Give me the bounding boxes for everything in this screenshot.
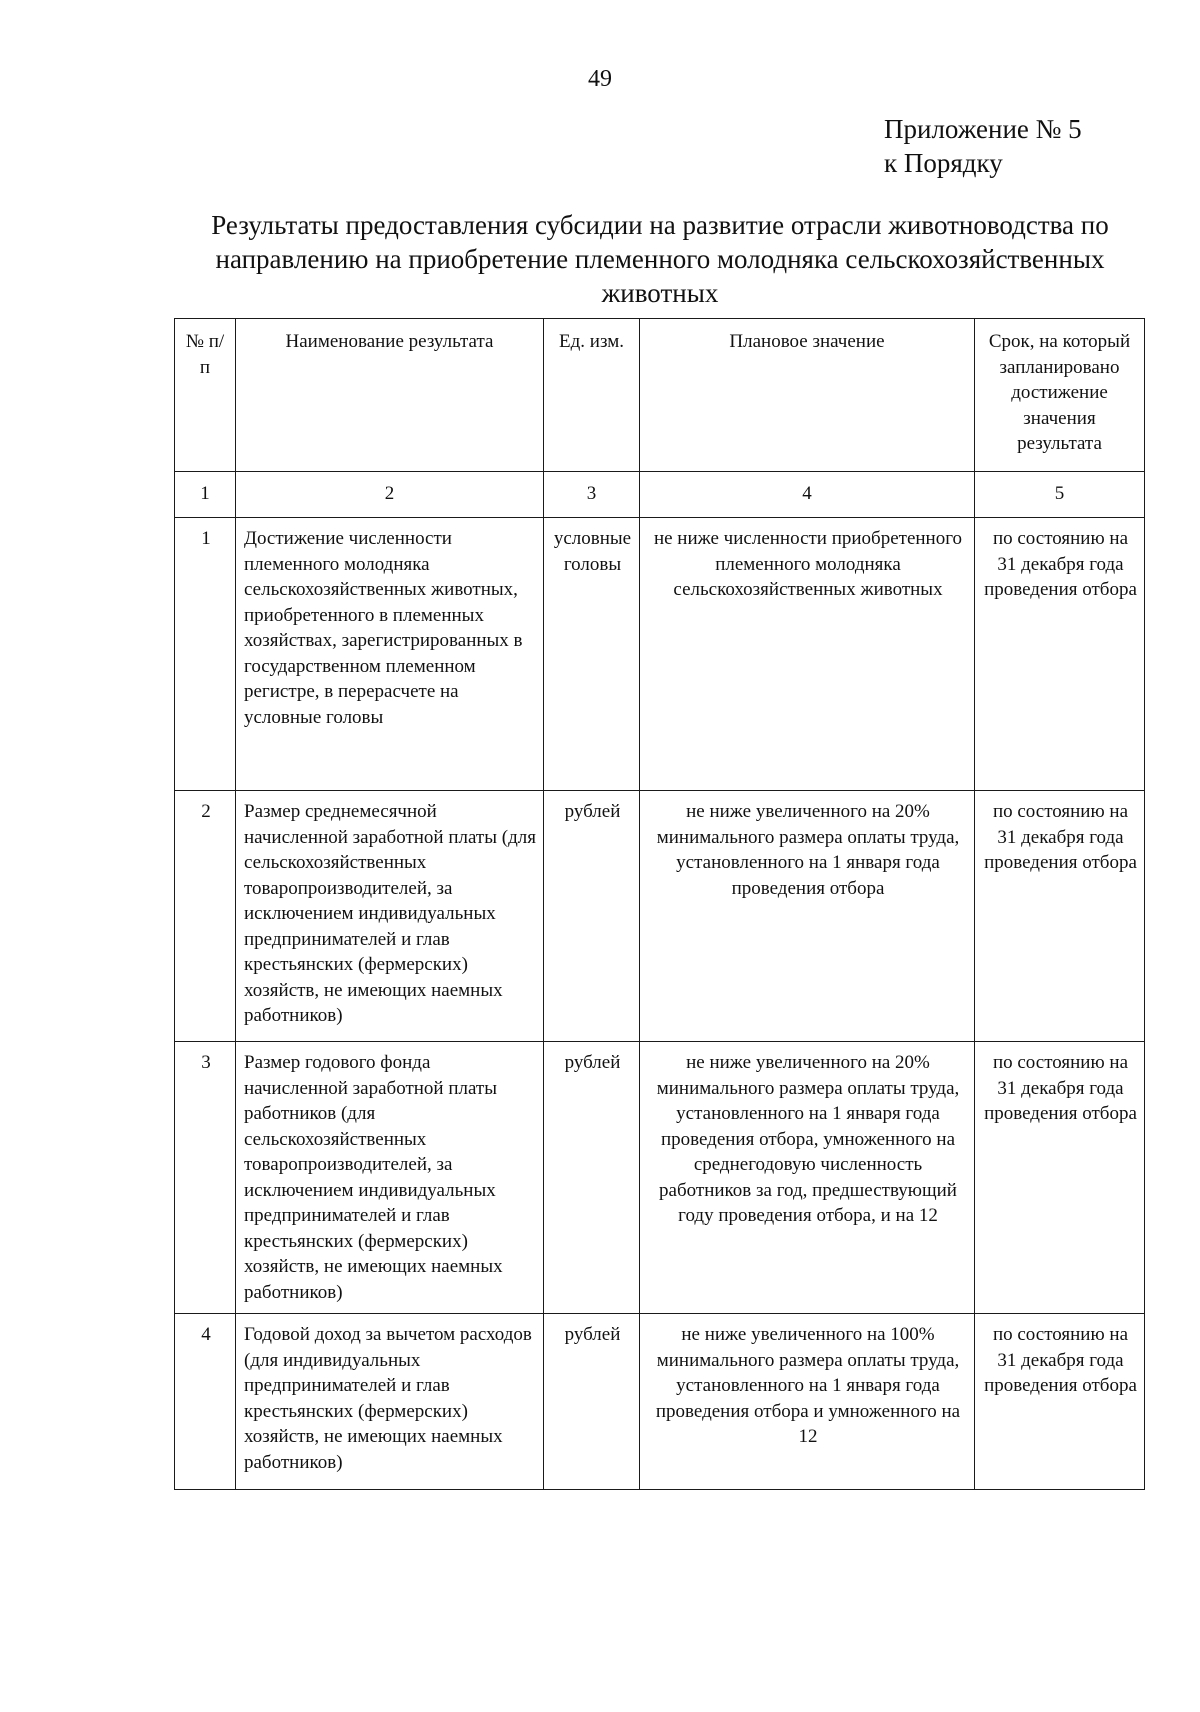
header-cell-name [236,319,544,472]
header-num-text: № п/п [185,331,225,378]
row-deadline-cell [975,1314,1145,1490]
column-number-cell [640,472,975,518]
row-num: 2 [201,801,211,822]
row-num-cell [175,1042,236,1314]
row-num-cell [175,518,236,791]
row-num-cell [175,791,236,1042]
row-unit-cell [544,791,640,1042]
row-name: Размер среднемесячной начисленной заработной платы (для сельскохозяйственных товаропроизводителей, за исключением индивидуальных предпринимателей и глав крестьянских (фермерских) хозяйств, не имеющих наемных работников) [244,801,536,1026]
row-name-cell [236,518,544,791]
row-name-cell [236,1042,544,1314]
column-number: 3 [586,483,597,504]
appendix-line-1: Приложение № 5 [884,114,1082,144]
column-number-row [175,472,1145,518]
header-unit-text: Ед. изм. [559,331,624,352]
row-unit-cell [544,518,640,791]
document-title: Результаты предоставления субсидии на развитие отрасли животноводства по направлению на приобретение племенного молодняка сельскохозяйственных животных [211,210,1109,308]
row-num: 1 [201,528,211,549]
page-number: 49 [588,66,612,92]
row-name-cell [236,791,544,1042]
row-name-cell [236,1314,544,1490]
row-deadline-cell [975,791,1145,1042]
header-name-text: Наименование результата [285,331,494,352]
row-deadline-cell [975,1042,1145,1314]
row-unit: условные головы [553,528,632,575]
row-deadline: по состоянию на 31 декабря года проведения отбора [984,801,1137,873]
column-number: 4 [802,483,812,504]
header-cell-plan [640,319,975,472]
results-table [174,318,1145,1490]
row-deadline: по состоянию на 31 декабря года проведения отбора [984,1052,1137,1124]
row-name: Годовой доход за вычетом расходов (для индивидуальных предпринимателей и глав крестьянских (фермерских) хозяйств, не имеющих наемных работников) [244,1324,532,1473]
row-plan: не ниже увеличенного на 100% минимального размера оплаты труда, установленного на 1 января года проведения отбора и умноженного на 12 [655,1324,961,1447]
appendix-line-2: к Порядку [884,148,1003,178]
column-number: 2 [384,483,395,504]
row-plan-cell [640,791,975,1042]
row-plan-cell [640,518,975,791]
row-unit: рублей [564,1324,621,1345]
appendix-reference [884,112,1082,180]
header-deadline-text: Срок, на который запланировано достижение значения результата [988,331,1131,454]
row-name: Достижение численности племенного молодняка сельскохозяйственных животных, приобретенного в племенных хозяйствах, зарегистрированных в государственном племенном регистре, в перерасчете на условные головы [244,528,523,728]
table-row [175,791,1145,1042]
table-header-row [175,319,1145,472]
row-deadline-cell [975,518,1145,791]
header-cell-unit [544,319,640,472]
column-number-cell [236,472,544,518]
row-plan-cell [640,1042,975,1314]
column-number-cell [175,472,236,518]
row-unit-cell [544,1314,640,1490]
header-plan-text: Плановое значение [729,331,885,352]
table-row [175,1042,1145,1314]
column-number-cell [544,472,640,518]
header-cell-deadline [975,319,1145,472]
header-cell-num [175,319,236,472]
row-unit: рублей [564,801,621,822]
row-num: 4 [201,1324,211,1345]
row-name: Размер годового фонда начисленной заработной платы работников (для сельскохозяйственных товаропроизводителей, за исключением индивидуальных предпринимателей и глав крестьянских (фермерских) хозяйств, не имеющих наемных работников) [244,1052,503,1303]
column-number: 1 [200,483,210,504]
row-plan: не ниже увеличенного на 20% минимального размера оплаты труда, установленного на 1 января года проведения отбора, умноженного на среднегодовую численность работников за год, предшествующий году проведения отбора, и на 12 [656,1052,960,1226]
row-deadline: по состоянию на 31 декабря года проведения отбора [984,528,1137,600]
row-deadline: по состоянию на 31 декабря года проведения отбора [984,1324,1137,1396]
column-number: 5 [1054,483,1065,504]
row-plan-cell [640,1314,975,1490]
table-row [175,518,1145,791]
row-num-cell [175,1314,236,1490]
row-num: 3 [201,1052,211,1073]
row-unit-cell [544,1042,640,1314]
row-unit: рублей [564,1052,621,1073]
row-plan: не ниже численности приобретенного племенного молодняка сельскохозяйственных животных [653,528,963,600]
table-row [175,1314,1145,1490]
row-plan: не ниже увеличенного на 20% минимального размера оплаты труда, установленного на 1 января года проведения отбора [656,801,960,899]
column-number-cell [975,472,1145,518]
